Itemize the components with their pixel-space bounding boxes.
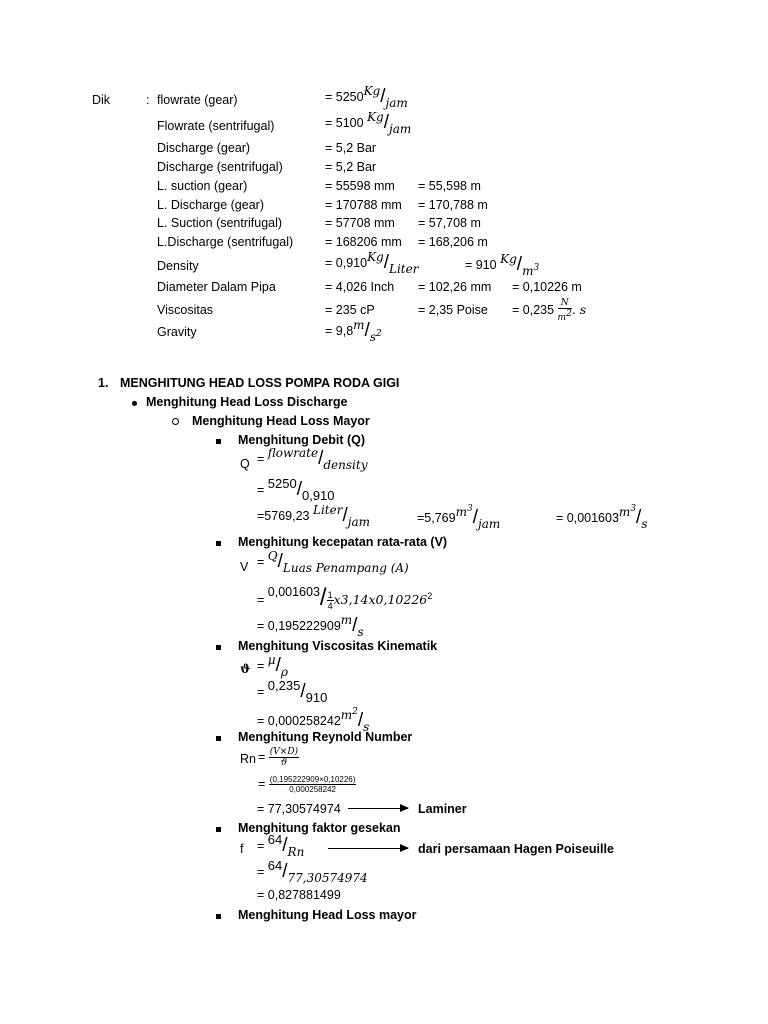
gesekan-title: Menghitung faktor gesekan [238, 821, 401, 835]
viscositas-title: Menghitung Viscositas Kinematik [238, 639, 438, 653]
debit-result-m3-s: = $0,001603m^3/s$ [556, 504, 648, 531]
bullet-square-icon [216, 736, 221, 741]
bullet-headloss-mayor: Menghitung Head Loss Mayor [192, 414, 370, 428]
viscositas-substitution: = 0,235/910 [257, 678, 328, 705]
given-value-diameter-inch: = 4,026 Inch [325, 280, 395, 294]
kecepatan-title: Menghitung kecepatan rata-rata (V) [238, 535, 448, 549]
bullet-square-icon [216, 541, 221, 546]
given-value-flowrate-gear: = 5250Kg/jam [325, 84, 408, 110]
given-colon: : [146, 93, 150, 107]
reynold-flow-regime: Laminer [418, 802, 467, 816]
given-name-ldischarge-gear: L. Discharge (gear) [157, 198, 264, 212]
given-value-viscositas-cp: = 235 cP [325, 303, 375, 317]
reynold-title: Menghitung Reynold Number [238, 730, 413, 744]
bullet-dot-icon [132, 401, 137, 406]
bullet-square-icon [216, 914, 221, 919]
reynold-result: = 77,30574974 [257, 802, 341, 816]
given-name-diameter: Diameter Dalam Pipa [157, 280, 276, 294]
debit-symbol: Q [240, 457, 250, 471]
section-number: 1. [98, 376, 109, 390]
arrow-icon [348, 808, 408, 809]
reynold-symbol: Rn [240, 752, 256, 766]
given-name-viscositas: Viscositas [157, 303, 214, 317]
gesekan-symbol: f [240, 842, 244, 856]
given-value-viscositas-si: = 0,235 $\frac{N}{m^2}$ . s [512, 298, 587, 324]
given-label: Dik [92, 93, 111, 107]
viscositas-result: = $0,000258242m^2/s$ [257, 707, 370, 734]
bullet-square-icon [216, 645, 221, 650]
given-name-discharge-gear: Discharge (gear) [157, 141, 251, 155]
bullet-square-icon [216, 439, 221, 444]
given-name-density: Density [157, 259, 199, 273]
bullet-circle-icon [172, 418, 179, 425]
given-value-lsuction-gear-mm: = 55598 mm [325, 179, 395, 193]
given-value-gravity: = $9,8m/s^2$ [325, 318, 382, 344]
kecepatan-formula: = Q/Luas Penampang (A) [257, 549, 409, 575]
given-value-ldischarge-gear-m: = 170,788 m [418, 198, 488, 212]
arrow-icon [328, 848, 408, 849]
given-value-diameter-m: = 0,10226 m [512, 280, 582, 294]
debit-formula: = flowrate/density [257, 446, 368, 472]
given-name-ldischarge-sentrifugal: L.Discharge (sentrifugal) [157, 235, 294, 249]
reynold-substitution: = $\frac{(0,195222909\times 0,10226)}{0,000258242}$ [258, 775, 356, 795]
debit-result-m3-jam: $=5,769m^3$/jam [417, 504, 501, 531]
given-value-lsuction-sentrifugal-mm: = 57708 mm [325, 216, 395, 230]
reynold-formula: = $\frac{(V\times D)}{ϑ}$ [258, 747, 299, 769]
debit-result-liter: =5769,23 Liter/jam [257, 503, 370, 529]
given-value-density-liter: = 0,910Kg/Liter [325, 250, 419, 276]
kecepatan-result: = 0,195222909m/s [257, 613, 364, 639]
section-title: MENGHITUNG HEAD LOSS POMPA RODA GIGI [120, 376, 400, 390]
given-value-ldischarge-sentrifugal-mm: = 168206 mm [325, 235, 402, 249]
given-value-discharge-gear: = 5,2 Bar [325, 141, 377, 155]
given-value-viscositas-poise: = 2,35 Poise [418, 303, 488, 317]
kecepatan-symbol: V [240, 560, 249, 574]
gesekan-substitution: = 64/77,30574974 [257, 858, 368, 885]
viscositas-symbol: ϑ [240, 661, 251, 676]
gesekan-note: dari persamaan Hagen Poiseuille [418, 842, 614, 856]
bullet-square-icon [216, 827, 221, 832]
viscositas-formula: = μ/ρ [257, 653, 288, 679]
bullet-headloss-discharge: Menghitung Head Loss Discharge [146, 395, 348, 409]
kecepatan-substitution: = 0,001603/ $\frac{1}{4}$ x3,14x0,10226$^2$ [257, 584, 433, 612]
given-value-ldischarge-sentrifugal-m: = 168,206 m [418, 235, 488, 249]
given-name-gravity: Gravity [157, 325, 197, 339]
given-value-density-m3: = 910 $Kg/m^3$ [465, 252, 540, 278]
given-name-discharge-sentrifugal: Discharge (sentrifugal) [157, 160, 283, 174]
given-value-lsuction-sentrifugal-m: = 57,708 m [418, 216, 481, 230]
given-name-lsuction-sentrifugal: L. Suction (sentrifugal) [157, 216, 283, 230]
gesekan-result: = 0,827881499 [257, 888, 341, 902]
given-value-flowrate-sentrifugal: = 5100 Kg/jam [325, 110, 412, 136]
debit-title: Menghitung Debit (Q) [238, 433, 366, 447]
headloss-mayor-title: Menghitung Head Loss mayor [238, 908, 417, 922]
given-value-ldischarge-gear-mm: = 170788 mm [325, 198, 402, 212]
given-name-flowrate-sentrifugal: Flowrate (sentrifugal) [157, 119, 275, 133]
gesekan-formula: = 64/Rn [257, 832, 305, 859]
given-value-discharge-sentrifugal: = 5,2 Bar [325, 160, 377, 174]
given-name-lsuction-gear: L. suction (gear) [157, 179, 248, 193]
given-value-diameter-mm: = 102,26 mm [418, 280, 492, 294]
debit-substitution: = 5250/0,910 [257, 476, 335, 503]
given-name-flowrate-gear: flowrate (gear) [157, 93, 238, 107]
given-value-lsuction-gear-m: = 55,598 m [418, 179, 481, 193]
